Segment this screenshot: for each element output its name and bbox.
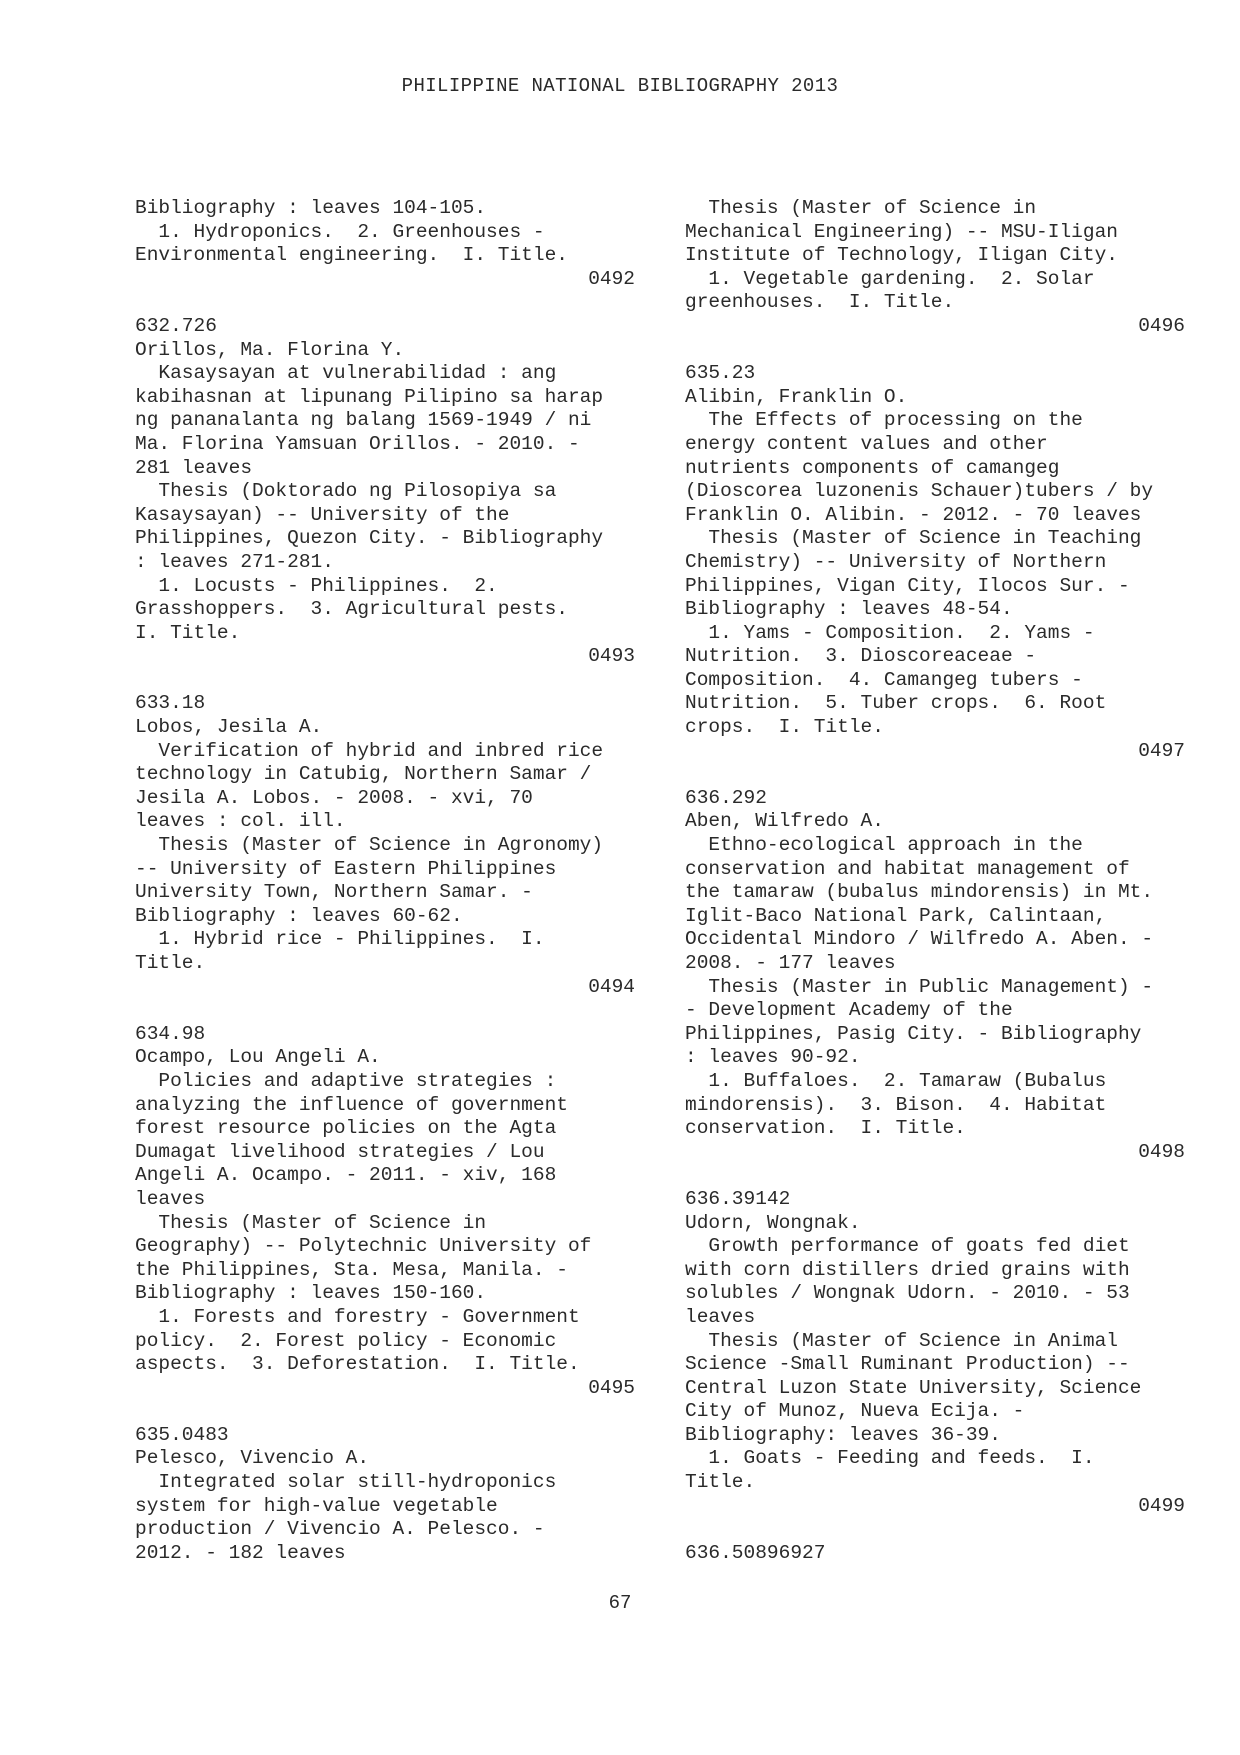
entry-line: Thesis (Master in Public Management) - [685,975,1154,998]
entry-line: Bibliography : leaves 48-54. [685,598,1013,621]
entry-line: forest resource policies on the Agta [135,1117,557,1140]
entry-line: conservation. I. Title. [685,1117,966,1140]
entry-line: Chemistry) -- University of Northern [685,550,1107,573]
entry-line: Ocampo, Lou Angeli A. [135,1046,381,1069]
entry-line: Dumagat livelihood strategies / Lou [135,1140,545,1163]
page-number: 67 [608,1592,632,1614]
entry-line: Central Luzon State University, Science [685,1376,1142,1399]
entry-line: Philippines, Pasig City. - Bibliography [685,1022,1142,1045]
entry-line: system for high-value vegetable [135,1494,498,1517]
entry-line: Bibliography: leaves 36-39. [685,1423,1001,1446]
entry-number: 0498 [1138,1140,1185,1163]
entry-line: Philippines, Quezon City. - Bibliography [135,527,604,550]
entry-number: 0492 [588,267,635,290]
entry-line: Thesis (Master of Science in [135,1211,487,1234]
entry-line: nutrients components of camangeg [685,456,1060,479]
entry-line: 1. Buffaloes. 2. Tamaraw (Bubalus [685,1069,1107,1092]
entry-line: solubles / Wongnak Udorn. - 2010. - 53 [685,1282,1130,1305]
entry-line: Bibliography : leaves 60-62. [135,904,463,927]
entry-line: Title. [135,952,206,974]
entry-line: Thesis (Master of Science in Animal [685,1329,1118,1352]
entry-line: Bibliography : leaves 150-160. [135,1282,487,1305]
entry-line: greenhouses. I. Title. [685,291,955,314]
entry-line: 635.0483 [135,1423,229,1446]
entry-line: Mechanical Engineering) -- MSU-Iligan [685,220,1118,243]
entry-line: leaves : col. ill. [135,810,346,833]
entry-line: 636.39142 [685,1187,791,1210]
entry-line: Thesis (Doktorado ng Pilosopiya sa [135,480,557,503]
entry-line: 1. Hydroponics. 2. Greenhouses - [135,220,545,243]
entry-line: Composition. 4. Camangeg tubers - [685,668,1083,691]
entry-line: University Town, Northern Samar. - [135,881,533,904]
entry-line: Iglit-Baco National Park, Calintaan, [685,904,1107,927]
entry-line: 1. Goats - Feeding and feeds. I. [685,1447,1095,1470]
entry-line: 632.726 [135,314,217,337]
entry-line: 633.18 [135,692,206,715]
entry-number: 0495 [588,1376,635,1399]
entry-spacer [135,999,635,1023]
entry-line: Philippines, Vigan City, Ilocos Sur. - [685,574,1130,597]
entry-line: 1. Yams - Composition. 2. Yams - [685,621,1095,644]
entry-line: the Philippines, Sta. Mesa, Manila. - [135,1258,568,1281]
entry-line: Verification of hybrid and inbred rice [135,739,604,762]
entry-line: the tamaraw (bubalus mindorensis) in Mt. [685,881,1154,904]
entry-line: mindorensis). 3. Bison. 4. Habitat [685,1093,1107,1116]
entry-line: 1. Forests and forestry - Government [135,1305,580,1328]
entry-line: Grasshoppers. 3. Agricultural pests. [135,598,568,621]
entry-line: (Dioscorea luzonenis Schauer)tubers / by [685,480,1154,503]
entry-spacer [135,669,635,693]
entry-line: Growth performance of goats fed diet [685,1235,1130,1258]
entry-line: Ma. Florina Yamsuan Orillos. - 2010. - [135,432,580,455]
entry-line: 635.23 [685,362,756,385]
entry-line: Aben, Wilfredo A. [685,810,884,833]
entry-line: with corn distillers dried grains with [685,1258,1130,1281]
entry-line: Nutrition. 3. Dioscoreaceae - [685,645,1037,668]
entry-line: 634.98 [135,1022,206,1045]
entry-line: 281 leaves [135,456,253,479]
entry-line: Angeli A. Ocampo. - 2011. - xiv, 168 [135,1164,557,1187]
entry-line: technology in Catubig, Northern Samar / [135,763,592,786]
left-column [135,197,635,1565]
entry-line: kabihasnan at lipunang Pilipino sa harap [135,385,604,408]
entry-line: analyzing the influence of government [135,1093,568,1116]
entry-number: 0496 [1138,314,1185,337]
entry-line: 1. Hybrid rice - Philippines. I. [135,928,545,951]
entry-number: 0499 [1138,1494,1185,1517]
entry-line: Orillos, Ma. Florina Y. [135,338,405,361]
entry-line: City of Munoz, Nueva Ecija. - [685,1400,1025,1423]
entry-number: 0493 [588,645,635,668]
entry-line: Bibliography : leaves 104-105. [135,197,487,219]
entry-line: ng pananalanta ng balang 1569-1949 / ni [135,409,592,432]
entry-line: 1. Vegetable gardening. 2. Solar [685,267,1095,290]
entry-line: The Effects of processing on the [685,409,1083,432]
entry-line: Integrated solar still-hydroponics [135,1471,557,1494]
entry-line: Thesis (Master of Science in Agronomy) [135,834,604,857]
entry-line: Nutrition. 5. Tuber crops. 6. Root [685,692,1107,715]
entry-spacer [685,1164,1185,1188]
entry-line: Thesis (Master of Science in Teaching [685,527,1142,550]
entry-line: -- University of Eastern Philippines [135,857,557,880]
entry-line: : leaves 90-92. [685,1046,861,1069]
entry-line: crops. I. Title. [685,716,884,739]
entry-spacer [135,291,635,315]
entry-line: Science -Small Ruminant Production) -- [685,1353,1130,1376]
entry-line: Geography) -- Polytechnic University of [135,1235,592,1258]
entry-spacer [135,1400,635,1424]
entry-line: Ethno-ecological approach in the [685,834,1083,857]
entry-line: Alibin, Franklin O. [685,385,908,408]
entry-line: Title. [685,1471,756,1494]
entry-line: energy content values and other [685,432,1048,455]
entry-line: Pelesco, Vivencio A. [135,1447,370,1470]
entry-line: 636.292 [685,786,767,809]
entry-line: production / Vivencio A. Pelesco. - [135,1518,545,1541]
entry-line: leaves [685,1305,756,1328]
entry-line: Environmental engineering. I. Title. [135,244,568,267]
entry-number: 0497 [1138,739,1185,762]
entry-line: conservation and habitat management of [685,857,1130,880]
entry-line: Lobos, Jesila A. [135,716,323,739]
entry-line: aspects. 3. Deforestation. I. Title. [135,1353,580,1376]
entry-line: policy. 2. Forest policy - Economic [135,1329,557,1352]
entry-spacer [685,1518,1185,1542]
entry-spacer [685,339,1185,363]
running-header: PHILIPPINE NATIONAL BIBLIOGRAPHY 2013 [401,75,839,97]
entry-line: Institute of Technology, Iligan City. [685,244,1118,267]
entry-line: Franklin O. Alibin. - 2012. - 70 leaves [685,503,1142,526]
entry-spacer [685,763,1185,787]
entry-line: leaves [135,1187,206,1210]
entry-line: I. Title. [135,621,241,644]
right-column [685,197,1185,1565]
entry-line: Udorn, Wongnak. [685,1211,861,1234]
entry-line: Jesila A. Lobos. - 2008. - xvi, 70 [135,786,533,809]
entry-line: Policies and adaptive strategies : [135,1069,557,1092]
entry-line: Kasaysayan at vulnerabilidad : ang [135,362,557,385]
entry-line: Thesis (Master of Science in [685,197,1037,219]
entry-line: 2008. - 177 leaves [685,952,896,974]
entry-line: : leaves 271-281. [135,550,334,573]
entry-line: 1. Locusts - Philippines. 2. [135,574,498,597]
entry-line: 636.50896927 [685,1541,826,1564]
entry-line: - Development Academy of the [685,999,1013,1022]
entry-line: Occidental Mindoro / Wilfredo A. Aben. - [685,928,1154,951]
entry-line: 2012. - 182 leaves [135,1541,346,1564]
entry-number: 0494 [588,975,635,998]
entry-line: Kasaysayan) -- University of the [135,503,510,526]
